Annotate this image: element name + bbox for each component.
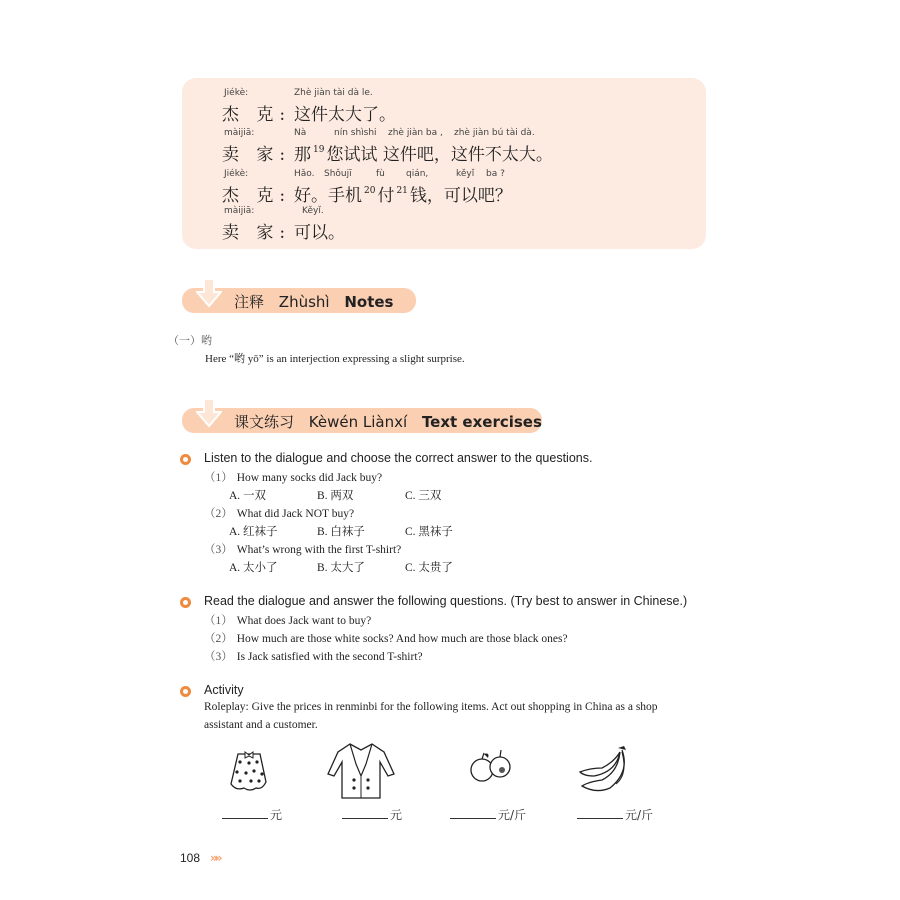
question-2-2 — [204, 630, 568, 646]
note-label: （一）哟 — [168, 334, 212, 347]
option-a[interactable]: A. 太小了 — [229, 562, 278, 574]
section-title-zh: 注释 — [234, 293, 265, 311]
speaker-name: 杰 克: — [222, 186, 292, 206]
jacket-icon — [326, 740, 396, 802]
dialogue-box — [182, 78, 706, 249]
option-c[interactable]: C. 太贵了 — [405, 562, 453, 574]
question-number: （1） — [204, 472, 233, 484]
option-c[interactable]: C. 三双 — [405, 490, 442, 502]
down-arrow-icon — [196, 279, 222, 309]
section-title — [234, 291, 394, 312]
hanzi-part: 您试试 这件吧，这件不太大。 — [326, 145, 553, 165]
down-arrow-icon — [196, 399, 222, 429]
pinyin-text: nín shìshi — [334, 128, 377, 138]
hanzi-text — [294, 140, 553, 165]
exercise-1-title: Listen to the dialogue and choose the correct answer to the questions. — [204, 451, 593, 465]
price-blank-apples[interactable] — [450, 806, 526, 823]
footnote-ref: 20 — [364, 186, 376, 196]
section-title-pinyin: Kèwén Liànxí — [308, 413, 408, 431]
pinyin-text: qián, — [406, 169, 429, 179]
pinyin-text: Nà — [294, 128, 307, 138]
hanzi-part: 钱，可以吧？ — [409, 186, 512, 206]
unit-label: 元 — [270, 808, 283, 822]
option-b[interactable]: B. 两双 — [317, 490, 354, 502]
activity-instructions-line1: Roleplay: Give the prices in renminbi for the following items. Act out shopping in China as a shop — [204, 701, 658, 713]
pinyin-text: zhè jiàn bú tài dà. — [454, 128, 535, 138]
price-blank-jacket[interactable] — [342, 806, 402, 823]
section-title — [234, 411, 542, 432]
question-number: （2） — [204, 508, 233, 520]
unit-label: 元 — [390, 808, 403, 822]
speaker-pinyin: màijiā: — [224, 206, 255, 216]
question-text: What’s wrong with the first T-shirt? — [236, 544, 402, 556]
hanzi-text: 可以。 — [294, 223, 345, 243]
pinyin-text: Zhè jiàn tài dà le. — [294, 88, 373, 98]
blank-line[interactable] — [222, 809, 268, 819]
speaker-pinyin: màijiā: — [224, 128, 255, 138]
question-number: （1） — [204, 615, 233, 627]
note-text: Here “哟 yō” is an interjection expressing a slight surprise. — [205, 353, 465, 365]
option-b[interactable]: B. 白袜子 — [317, 526, 365, 538]
pinyin-text: Shǒujī — [324, 169, 352, 179]
question-text: How many socks did Jack buy? — [236, 472, 383, 484]
unit-label: 元/斤 — [498, 808, 527, 822]
exercises-section-header — [182, 408, 542, 433]
section-title-en: Text exercises — [421, 413, 542, 431]
pinyin-text: kěyǐ — [456, 169, 475, 179]
hanzi-text: 这件太大了。 — [294, 105, 396, 125]
section-title-zh: 课文练习 — [234, 413, 295, 431]
blank-line[interactable] — [577, 809, 623, 819]
gear-bullet-icon — [180, 597, 191, 608]
gear-bullet-icon — [180, 454, 191, 465]
question-number: （2） — [204, 633, 233, 645]
section-title-en: Notes — [344, 293, 394, 311]
speaker-name: 卖 家: — [222, 145, 292, 165]
option-a[interactable]: A. 一双 — [229, 490, 267, 502]
speaker-name: 杰 克: — [222, 105, 292, 125]
hanzi-part: 那 — [294, 145, 311, 165]
blank-line[interactable] — [342, 809, 388, 819]
section-title-pinyin: Zhùshì — [278, 293, 330, 311]
footnote-ref: 19 — [313, 145, 325, 155]
speaker-name: 卖 家: — [222, 223, 292, 243]
activity-title: Activity — [204, 683, 244, 697]
question-2-1 — [204, 612, 371, 628]
page-number: 108 — [180, 851, 201, 865]
option-a[interactable]: A. 红袜子 — [229, 526, 278, 538]
activity-instructions-line2: assistant and a customer. — [204, 719, 318, 731]
double-chevron-icon: »» — [210, 851, 220, 865]
price-blank-skirt[interactable] — [222, 806, 282, 823]
pinyin-text: Kěyǐ. — [302, 206, 324, 216]
hanzi-part: 好。手机 — [294, 186, 362, 206]
question-number: （3） — [204, 544, 233, 556]
question-text: What did Jack NOT buy? — [236, 508, 355, 520]
pinyin-text: zhè jiàn ba , — [388, 128, 443, 138]
question-2-3 — [204, 648, 423, 664]
pinyin-text: fù — [376, 169, 385, 179]
speaker-pinyin: Jiékè: — [224, 169, 249, 179]
price-blank-bananas[interactable] — [577, 806, 653, 823]
question-1-3 — [204, 541, 401, 557]
unit-label: 元/斤 — [625, 808, 654, 822]
question-1-2 — [204, 505, 354, 521]
bananas-icon — [578, 742, 632, 794]
exercise-2-title: Read the dialogue and answer the following questions. (Try best to answer in Chinese.) — [204, 594, 688, 608]
question-text: What does Jack want to buy? — [236, 615, 372, 627]
skirt-icon — [226, 748, 272, 794]
speaker-pinyin: Jiékè: — [224, 88, 249, 98]
notes-section-header — [182, 288, 416, 313]
apples-icon — [466, 748, 516, 784]
pinyin-text: ba ? — [486, 169, 505, 179]
hanzi-part: 付 — [377, 186, 395, 206]
pinyin-text: Hǎo. — [294, 169, 315, 179]
question-number: （3） — [204, 651, 233, 663]
option-c[interactable]: C. 黑袜子 — [405, 526, 453, 538]
gear-bullet-icon — [180, 686, 191, 697]
question-1-1 — [204, 469, 382, 485]
hanzi-text — [294, 181, 512, 206]
blank-line[interactable] — [450, 809, 496, 819]
question-text: How much are those white socks? And how much are those black ones? — [236, 633, 568, 645]
option-b[interactable]: B. 太大了 — [317, 562, 365, 574]
question-text: Is Jack satisfied with the second T-shirt? — [236, 651, 423, 663]
footnote-ref: 21 — [396, 186, 408, 196]
